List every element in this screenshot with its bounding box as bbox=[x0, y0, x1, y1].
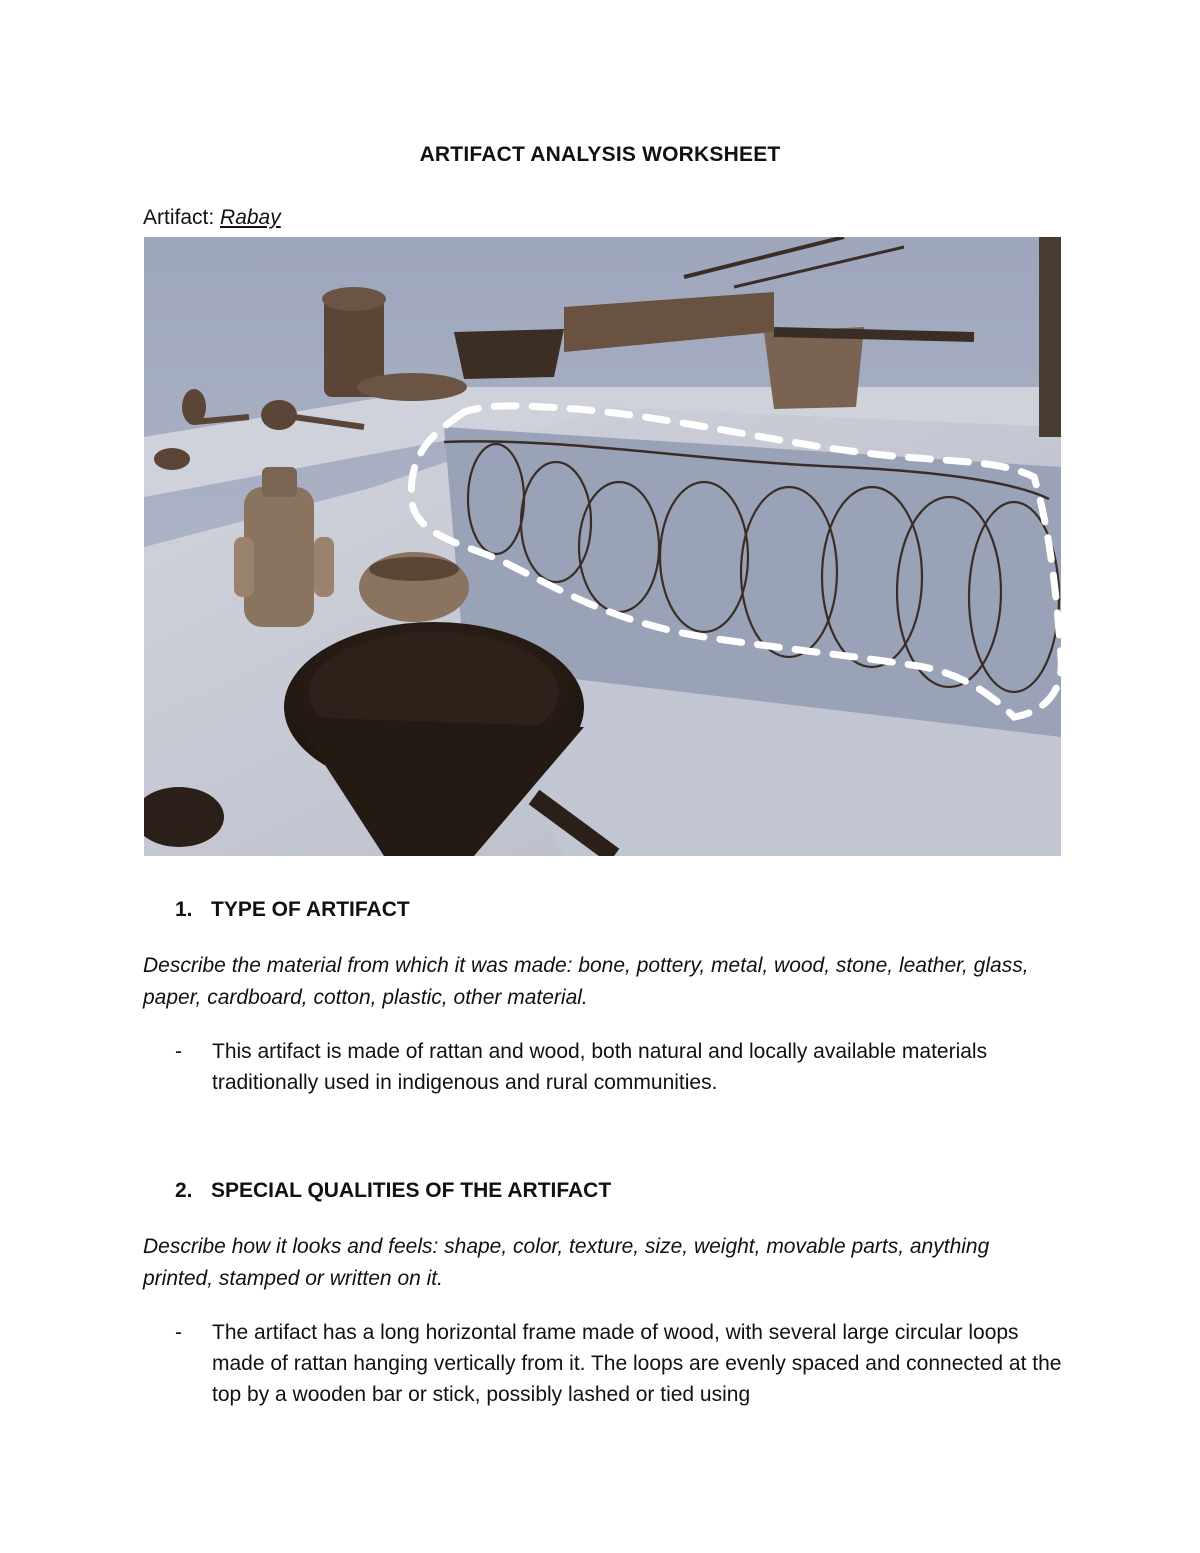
section-2-prompt: Describe how it looks and feels: shape, color, texture, size, weight, movable parts, anything printed, stamped or written on it. bbox=[143, 1235, 990, 1290]
section-number: 2. bbox=[175, 1179, 193, 1202]
bullet-dash: - bbox=[175, 1040, 182, 1063]
answer-text: This artifact is made of rattan and wood, both natural and locally available materials traditionally used in indigenous and rural communities. bbox=[212, 1040, 988, 1094]
artifact-name: Rabay bbox=[220, 206, 281, 229]
section-heading-text: SPECIAL QUALITIES OF THE ARTIFACT bbox=[211, 1179, 612, 1202]
section-heading-text: TYPE OF ARTIFACT bbox=[211, 898, 410, 921]
bullet-dash: - bbox=[175, 1321, 182, 1344]
section-1-prompt: Describe the material from which it was made: bone, pottery, metal, wood, stone, leather, glass, paper, cardboard, cotton, plastic, other material. bbox=[143, 954, 1029, 1009]
page-title: ARTIFACT ANALYSIS WORKSHEET bbox=[419, 143, 781, 166]
artifact-label: Artifact: bbox=[143, 206, 215, 229]
artifact-line bbox=[143, 206, 281, 230]
artifact-photo bbox=[144, 237, 1061, 856]
answer-text: The artifact has a long horizontal frame made of wood, with several large circular loops made of rattan hanging vertically from it. The loops are evenly spaced and connected at the top by a wooden bar or stick, possibly lashed or tied using bbox=[212, 1321, 1062, 1406]
section-number: 1. bbox=[175, 898, 193, 921]
